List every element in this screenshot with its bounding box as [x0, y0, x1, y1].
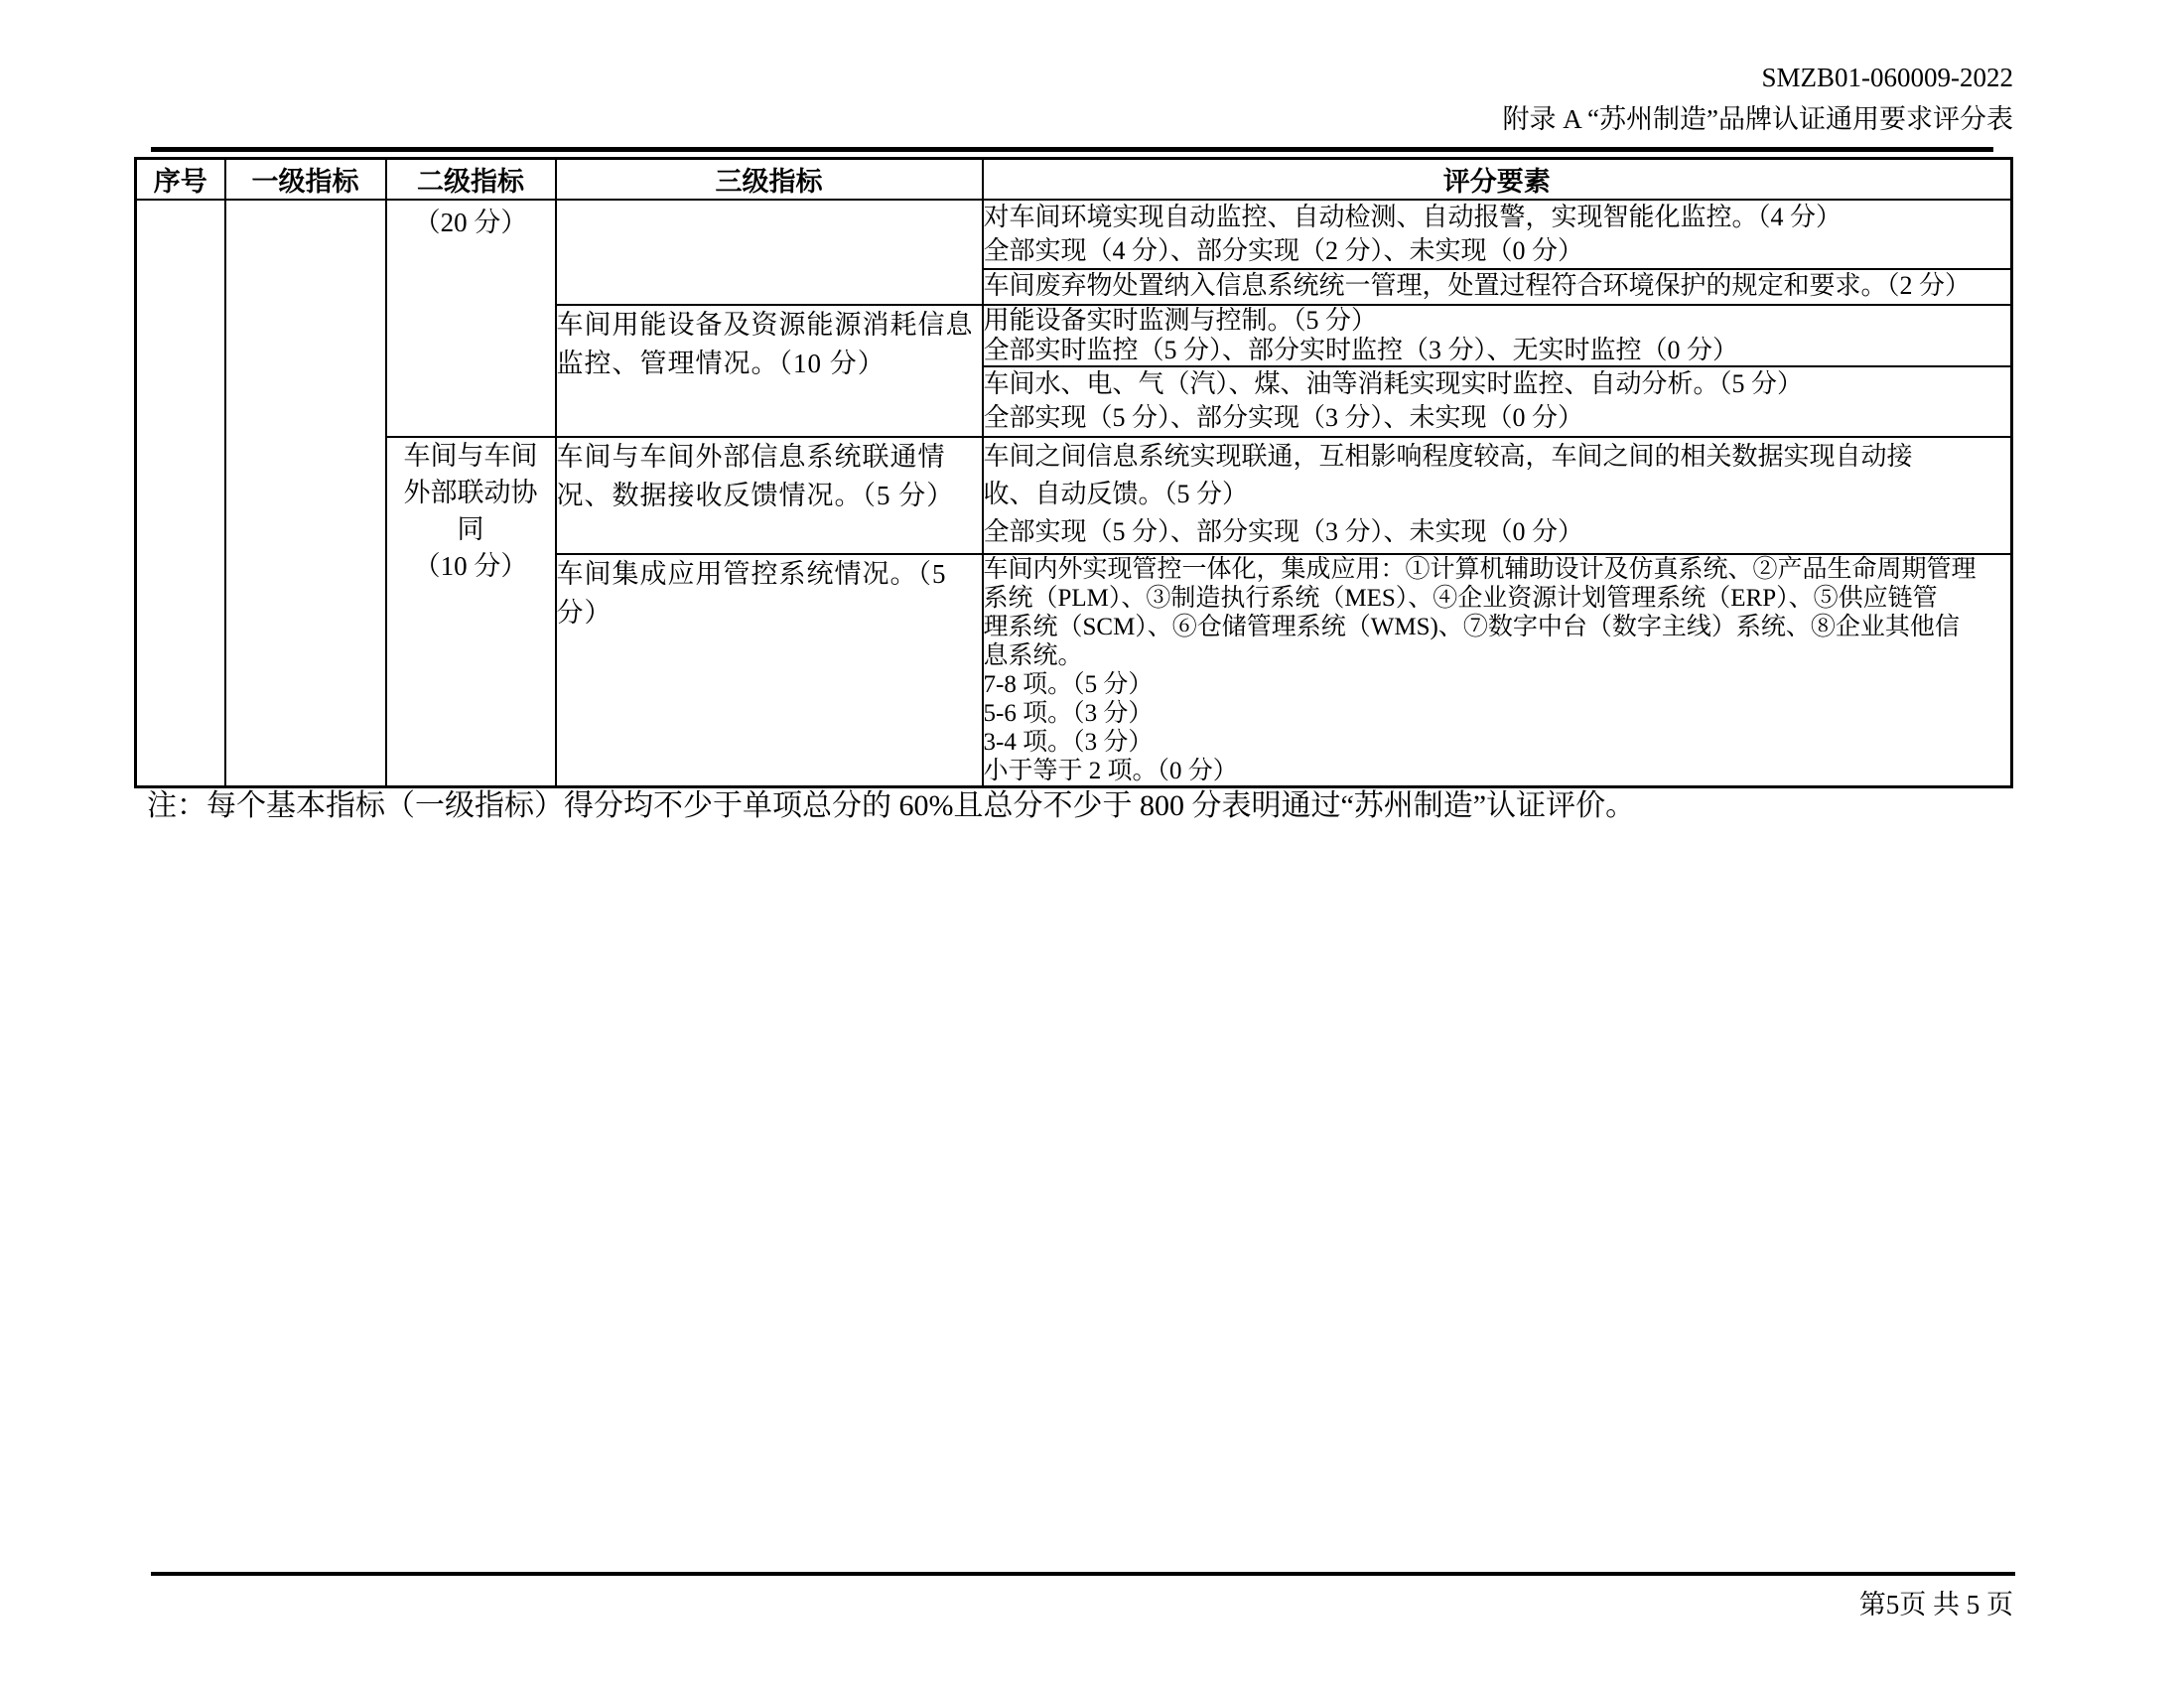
- text-line: 全部实现（5 分）、部分实现（3 分）、未实现（0 分）: [983, 403, 1584, 432]
- text-line: 全部实时监控（5 分）、部分实时监控（3 分）、无实时监控（0 分）: [983, 336, 1739, 364]
- text-line: 系统（PLM）、③制造执行系统（MES）、④企业资源计划管理系统（ERP）、⑤供应链管: [983, 585, 1938, 612]
- cell-level1-empty: [225, 200, 386, 787]
- text-line: 车间废弃物处置纳入信息系统统一管理，处置过程符合环境保护的规定和要求。（2 分）: [983, 271, 1972, 300]
- text-line: 用能设备实时监测与控制。（5 分）: [983, 306, 1378, 335]
- text-line: 外部联动协: [403, 478, 538, 507]
- text-line: 3-4 项。（3 分）: [983, 729, 1154, 756]
- cell-level3-interconnect: [556, 437, 983, 554]
- text-line: 车间与车间: [403, 441, 538, 471]
- text-line: 全部实现（5 分）、部分实现（3 分）、未实现（0 分）: [983, 517, 1584, 546]
- text-line: 车间水、电、气（汽）、煤、油等消耗实现实时监控、自动分析。（5 分）: [983, 369, 1804, 398]
- text-line: 收、自动反馈。（5 分）: [983, 480, 1249, 508]
- col-header-level2: 二级指标: [386, 159, 556, 201]
- text-line: 车间集成应用管控系统情况。（5: [556, 559, 947, 589]
- document-header: [1503, 58, 2013, 141]
- text-line: 车间内外实现管控一体化，集成应用：①计算机辅助设计及仿真系统、②产品生命周期管理: [983, 556, 1977, 583]
- cell-factor-utility-consumption: [983, 366, 2012, 437]
- col-header-level1: 一级指标: [225, 159, 386, 201]
- page-number: 第5页 共 5 页: [1858, 1590, 2013, 1619]
- table-row: [136, 200, 2012, 269]
- cell-factor-interconnect: [983, 437, 2012, 554]
- table-row: [136, 437, 2012, 554]
- text-line: 全部实现（4 分）、部分实现（2 分）、未实现（0 分）: [983, 236, 1584, 265]
- score-table: [134, 157, 2013, 788]
- doc-title: 附录 A “苏州制造”品牌认证通用要求评分表: [1502, 104, 2013, 134]
- text-line: 小于等于 2 项。（0 分）: [983, 758, 1238, 784]
- cell-level3-energy-monitor: [556, 305, 983, 437]
- table-header-row: [136, 159, 2012, 201]
- cell-serial-empty: [136, 200, 225, 787]
- text-line: 车间与车间外部信息系统联通情: [556, 442, 946, 472]
- text-line: （10 分）: [413, 551, 528, 581]
- col-header-serial: 序号: [136, 159, 225, 201]
- col-header-level3: 三级指标: [556, 159, 983, 201]
- cell-factor-integration: [983, 554, 2012, 787]
- text-line: 分）: [556, 598, 613, 628]
- header-rule: [151, 147, 1993, 152]
- cell-level2-20pts: [386, 200, 556, 437]
- cell-level3-empty: [556, 200, 983, 305]
- cell-factor-waste: [983, 269, 2012, 305]
- note-text: 注：每个基本指标（一级指标）得分均不少于单项总分的 60%且总分不少于 800 分表明通过“苏州制造”认证评价。: [147, 789, 1636, 822]
- text-line: 监控、管理情况。（10 分）: [556, 349, 886, 378]
- text-line: 车间用能设备及资源能源消耗信息: [556, 310, 974, 340]
- cell-factor-environment: [983, 200, 2012, 269]
- text-line: 况、数据接收反馈情况。（5 分）: [556, 481, 955, 510]
- footer-rule: [151, 1572, 2015, 1576]
- text-line: 息系统。: [983, 642, 1083, 669]
- text-line: 5-6 项。（3 分）: [983, 700, 1154, 727]
- text-line: 理系统（SCM）、⑥仓储管理系统（WMS)、⑦数字中台（数字主线）系统、⑧企业其他信: [983, 614, 1960, 640]
- text-line: 7-8 项。（5 分）: [983, 671, 1154, 698]
- text-line: （20 分）: [413, 208, 528, 237]
- cell-level3-integration: [556, 554, 983, 787]
- text-line: 车间之间信息系统实现联通，互相影响程度较高，车间之间的相关数据实现自动接: [983, 442, 1913, 471]
- col-header-factors: 评分要素: [983, 159, 2012, 201]
- cell-factor-energy-equipment: [983, 305, 2012, 366]
- doc-number: SMZB01-060009-2022: [1761, 63, 2013, 92]
- cell-level2-workshop-linkage: [386, 437, 556, 787]
- text-line: 同: [457, 514, 484, 544]
- text-line: 对车间环境实现自动监控、自动检测、自动报警，实现智能化监控。（4 分）: [983, 203, 1843, 231]
